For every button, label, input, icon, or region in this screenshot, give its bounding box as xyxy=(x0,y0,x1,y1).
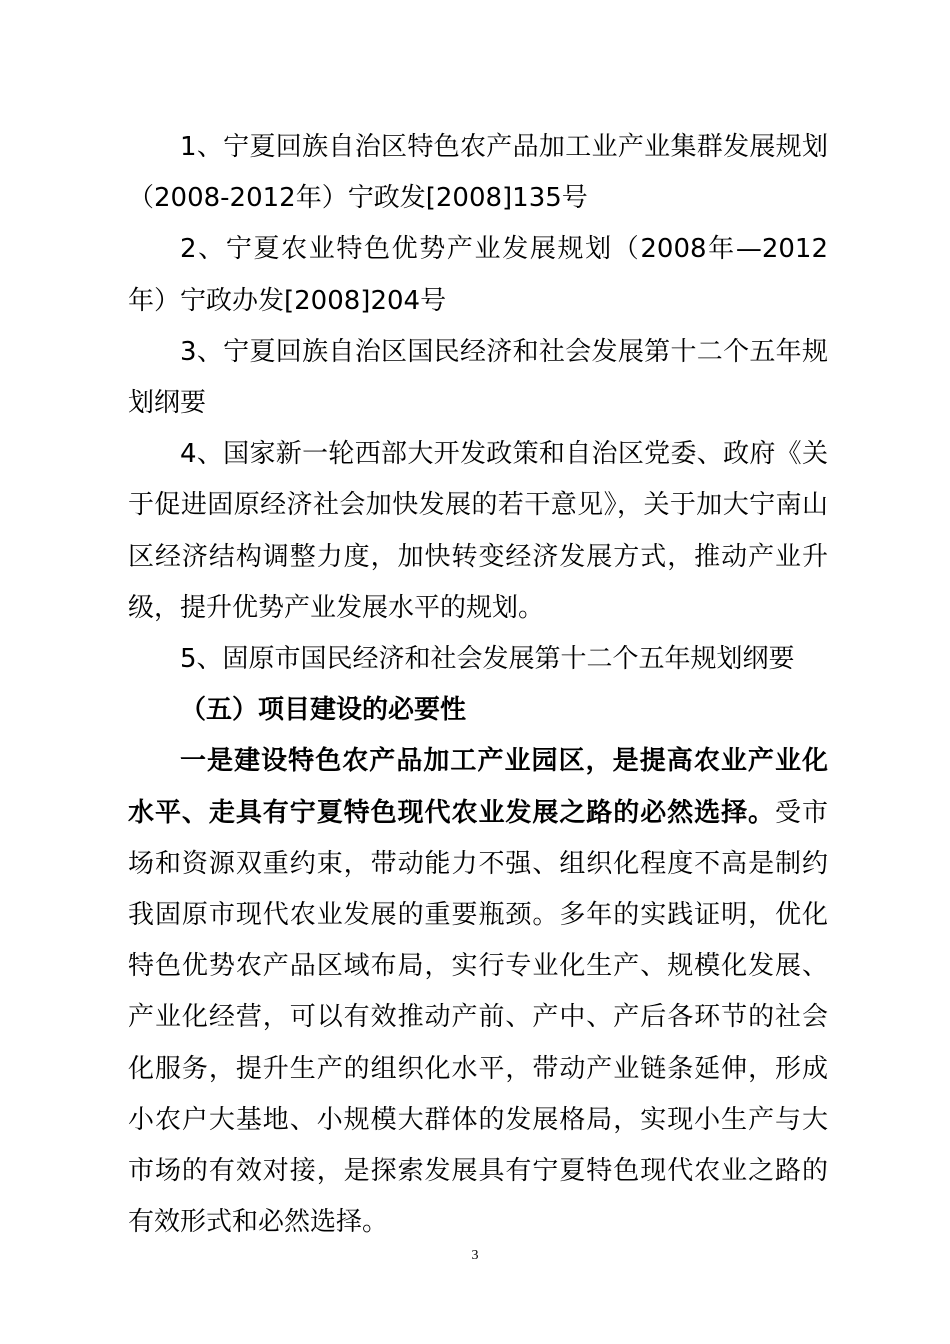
paragraph-necessity-1 xyxy=(128,736,828,1248)
paragraph-reference-3: 3、宁夏回族自治区国民经济和社会发展第十二个五年规划纲要 xyxy=(128,336,828,419)
necessity-lead-text: 一是建设特色农产品加工产业园区，是提高农业产业化水平、走具有宁夏特色现代农业发展之路的必然选择。 xyxy=(128,746,828,828)
necessity-body-text: 受市场和资源双重约束，带动能力不强、组织化程度不高是制约我固原市现代农业发展的重要瓶颈。多年的实践证明，优化特色优势农产品区域布局，实行专业化生产、规模化发展、产业化经营，可以有效推动产前、产中、产后各环节的社会化服务，提升生产的组织化水平，带动产业链条延伸，形成小农户大基地、小规模大群体的发展格局，实现小生产与大市场的有效对接，是探索发展具有宁夏特色现代农业之路的有效形式和必然选择。 xyxy=(128,797,828,1238)
section-heading: （五）项目建设的必要性 xyxy=(180,695,467,726)
document-body xyxy=(128,122,828,1248)
paragraph-reference-2: 2、宁夏农业特色优势产业发展规划（2008年—2012年）宁政办发[2008]204号 xyxy=(128,234,828,316)
paragraph-reference-1: 1、宁夏回族自治区特色农产品加工业产业集群发展规划（2008-2012年）宁政发[2008]135号 xyxy=(128,132,828,214)
paragraph-reference-4: 4、国家新一轮西部大开发政策和自治区党委、政府《关于促进固原经济社会加快发展的若干意见》，关于加大宁南山区经济结构调整力度，加快转变经济发展方式，推动产业升级，提升优势产业发展水平的规划。 xyxy=(128,439,828,623)
paragraph-reference-5: 5、固原市国民经济和社会发展第十二个五年规划纲要 xyxy=(180,644,795,675)
page-number: 3 xyxy=(471,1248,479,1263)
